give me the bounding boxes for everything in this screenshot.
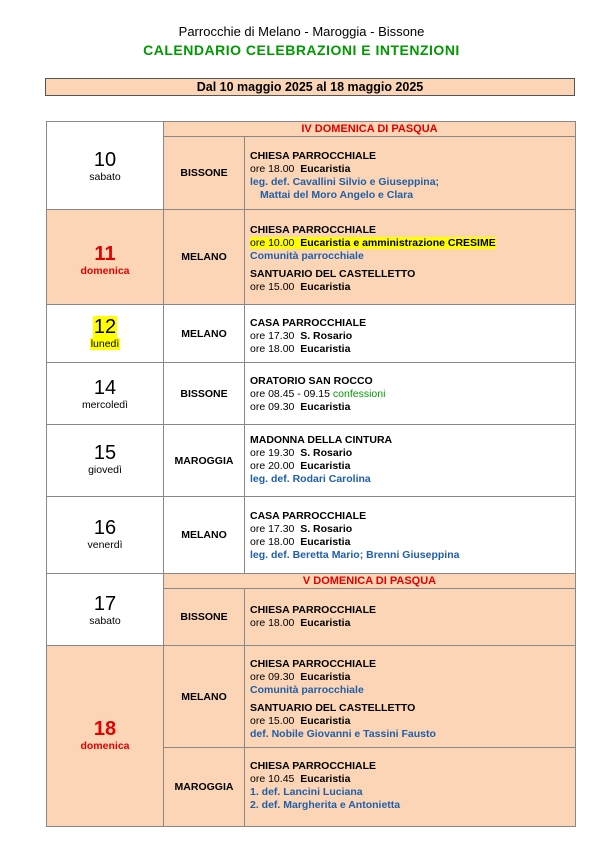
intention: leg. def. Rodari Carolina xyxy=(250,473,371,485)
time: ore 10.00 xyxy=(250,237,295,249)
day-number: 14 xyxy=(93,377,117,399)
time: ore 09.30 xyxy=(250,671,295,683)
time: ore 17.30 xyxy=(250,523,295,535)
calendar-title: CALENDARIO CELEBRAZIONI E INTENZIONI xyxy=(143,42,460,58)
intention: leg. def. Beretta Mario; Brenni Giuseppina xyxy=(250,549,460,561)
church: CHIESA PARROCCHIALE xyxy=(250,658,377,670)
day-number: 11 xyxy=(94,243,116,265)
time: ore 19.30 xyxy=(250,447,295,459)
rite: Eucaristia xyxy=(300,536,351,548)
place-maroggia: MAROGGIA xyxy=(163,747,245,827)
rite: S. Rosario xyxy=(300,523,353,535)
day-15 xyxy=(46,424,164,497)
time: ore 09.30 xyxy=(250,401,295,413)
day-16 xyxy=(46,496,164,574)
rite: Eucaristia xyxy=(300,671,351,683)
day-number: 15 xyxy=(93,442,117,464)
time: ore 15.00 xyxy=(250,715,295,727)
day-number: 10 xyxy=(93,149,117,171)
intention: Comunità parrocchiale xyxy=(250,684,364,696)
event-18-melano xyxy=(244,645,576,748)
day-name: mercoledì xyxy=(81,399,129,411)
intention: Mattai del Moro Angelo e Clara xyxy=(260,189,414,201)
intention: Comunità parrocchiale xyxy=(250,250,364,262)
church: CHIESA PARROCCHIALE xyxy=(250,224,377,236)
time: ore 20.00 xyxy=(250,460,295,472)
event-10 xyxy=(244,136,576,210)
day-10 xyxy=(46,121,164,210)
church: ORATORIO SAN ROCCO xyxy=(250,375,373,387)
church: CASA PARROCCHIALE xyxy=(250,317,367,329)
place-bissone: BISSONE xyxy=(163,136,245,210)
time: ore 18.00 xyxy=(250,163,295,175)
time: ore 18.00 xyxy=(250,536,295,548)
banner-iv-domenica: IV DOMENICA DI PASQUA xyxy=(163,121,576,137)
date-range: Dal 10 maggio 2025 al 18 maggio 2025 xyxy=(45,78,575,96)
rite: Eucaristia xyxy=(300,281,351,293)
church: CASA PARROCCHIALE xyxy=(250,510,367,522)
intention: 2. def. Margherita e Antonietta xyxy=(250,799,401,811)
day-name: sabato xyxy=(89,615,121,627)
place-melano: MELANO xyxy=(163,304,245,363)
time: ore 08.45 - 09.15 xyxy=(250,388,330,400)
day-number: 12 xyxy=(93,316,117,338)
time: ore 17.30 xyxy=(250,330,295,342)
day-17 xyxy=(46,573,164,646)
rite: Eucaristia xyxy=(300,401,351,413)
day-name: giovedì xyxy=(88,464,122,476)
rite: confessioni xyxy=(332,388,386,400)
church: CHIESA PARROCCHIALE xyxy=(250,150,377,162)
day-number: 18 xyxy=(93,718,117,740)
day-name: lunedì xyxy=(90,338,120,350)
rite: Eucaristia xyxy=(300,773,351,785)
rite: Eucaristia xyxy=(300,460,351,472)
day-name: domenica xyxy=(80,740,130,752)
event-11 xyxy=(244,209,576,305)
event-17 xyxy=(244,588,576,646)
rite: S. Rosario xyxy=(300,330,353,342)
church: SANTUARIO DEL CASTELLETTO xyxy=(250,702,416,714)
place-maroggia: MAROGGIA xyxy=(163,424,245,497)
day-number: 16 xyxy=(93,517,117,539)
day-12 xyxy=(46,304,164,363)
church: MADONNA DELLA CINTURA xyxy=(250,434,393,446)
day-name: domenica xyxy=(80,265,130,277)
time: ore 18.00 xyxy=(250,617,295,629)
event-15 xyxy=(244,424,576,497)
day-name: sabato xyxy=(89,171,121,183)
day-name: venerdì xyxy=(87,539,123,551)
time: ore 10.45 xyxy=(250,773,295,785)
intention: 1. def. Lancini Luciana xyxy=(250,786,363,798)
rite: Eucaristia xyxy=(300,617,351,629)
place-melano: MELANO xyxy=(163,209,245,305)
church: CHIESA PARROCCHIALE xyxy=(250,604,377,616)
rite: Eucaristia xyxy=(300,163,351,175)
church: SANTUARIO DEL CASTELLETTO xyxy=(250,268,416,280)
place-bissone: BISSONE xyxy=(163,588,245,646)
day-18 xyxy=(46,645,164,827)
day-14 xyxy=(46,362,164,425)
rite: Eucaristia xyxy=(300,715,351,727)
day-number: 17 xyxy=(93,593,117,615)
event-18-maroggia xyxy=(244,747,576,827)
parishes-heading: Parrocchie di Melano - Maroggia - Bissone xyxy=(178,24,425,39)
church: CHIESA PARROCCHIALE xyxy=(250,760,377,772)
time: ore 18.00 xyxy=(250,343,295,355)
rite: Eucaristia e amministrazione CRESIME xyxy=(300,237,496,249)
event-12 xyxy=(244,304,576,363)
rite: Eucaristia xyxy=(300,343,351,355)
day-11 xyxy=(46,209,164,305)
rite: S. Rosario xyxy=(300,447,353,459)
place-melano: MELANO xyxy=(163,645,245,748)
place-melano: MELANO xyxy=(163,496,245,574)
intention: def. Nobile Giovanni e Tassini Fausto xyxy=(250,728,436,740)
event-14 xyxy=(244,362,576,425)
intention: leg. def. Cavallini Silvio e Giuseppina; xyxy=(250,176,440,188)
banner-v-domenica: V DOMENICA DI PASQUA xyxy=(163,573,576,589)
time: ore 15.00 xyxy=(250,281,295,293)
place-bissone: BISSONE xyxy=(163,362,245,425)
event-16 xyxy=(244,496,576,574)
